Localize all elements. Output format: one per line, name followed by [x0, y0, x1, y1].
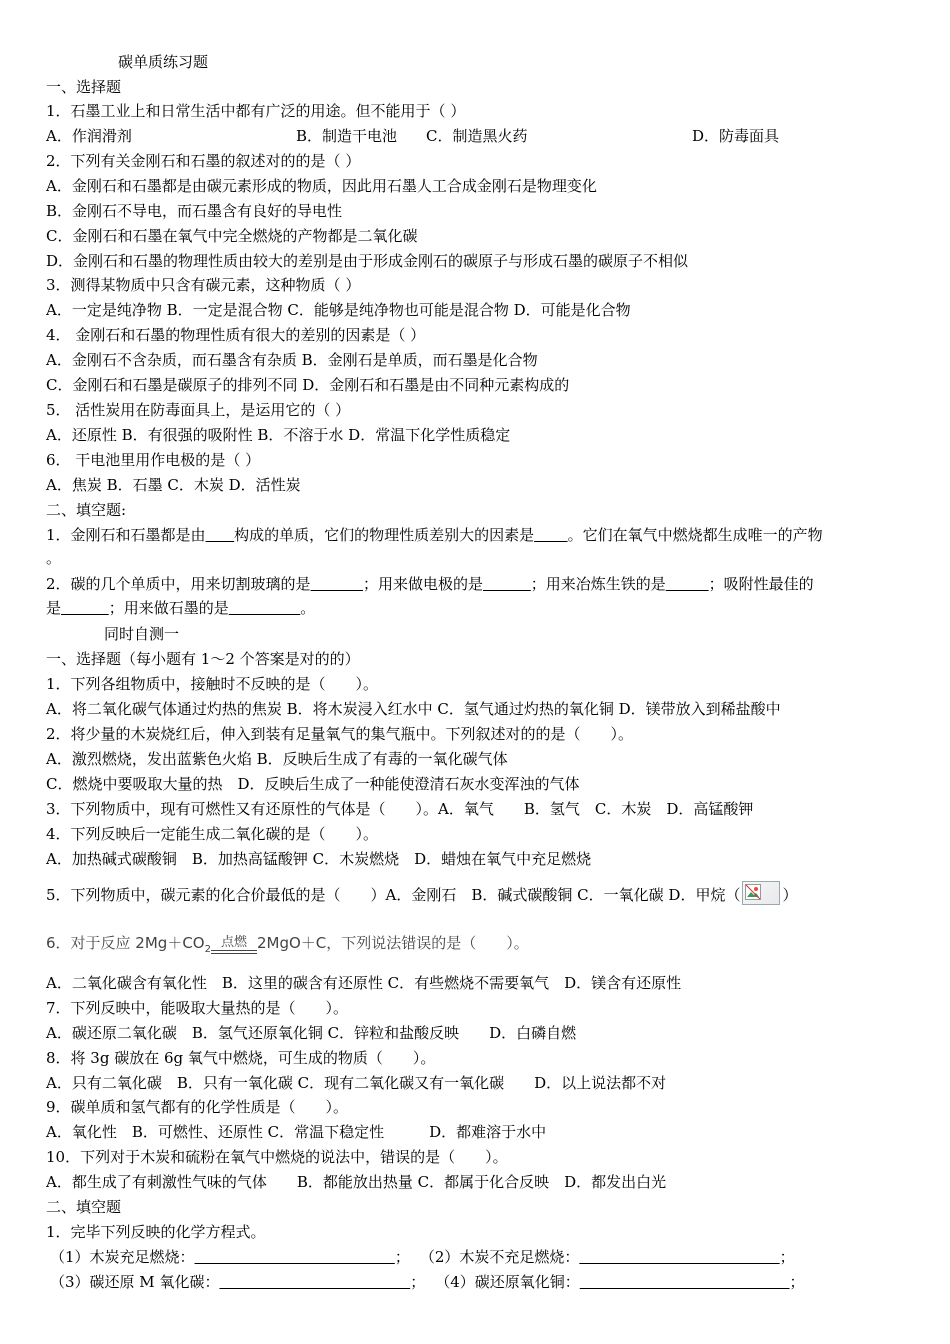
- test-section-heading-fill: 二、填空题: [46, 1198, 122, 1216]
- fill-1-text-b: 构成的单质，它们的物理性质差别大的因素是: [234, 526, 535, 544]
- section-heading-choice: 一、选择题: [46, 78, 122, 96]
- test-question-2-options-cd: C．燃烧中要吸取大量的热 D．反映后生成了一种能使澄清石灰水变浑浊的气体: [46, 775, 580, 793]
- test-question-6-text-pre: 6．对于反应 2Mg＋CO: [46, 934, 205, 952]
- fill-2-text-d: ；吸附性最佳的: [708, 575, 814, 593]
- fill-1-end: [46, 548, 910, 568]
- fill-2-blank-4[interactable]: [61, 599, 109, 617]
- equation-1-blank[interactable]: [195, 1248, 395, 1266]
- question-2-option-a: A．金刚石和石墨都是由碳元素形成的物质，因此用石墨人工合成金刚石是物理变化: [46, 177, 597, 195]
- equals-sign: [211, 950, 257, 954]
- fill-2-blank-3[interactable]: [666, 575, 709, 593]
- fill-2-text-e: 是: [46, 599, 62, 617]
- test-question-10: 10．下列对于木炭和硫粉在氧气中燃烧的说法中，错误的是（ ）。: [46, 1148, 508, 1166]
- co2-subscript: 2: [204, 944, 211, 955]
- semicolon: ；: [410, 1273, 426, 1291]
- fill-2-cont: [46, 598, 910, 618]
- test-question-1: 1．下列各组物质中，接触时不反映的是（ ）。: [46, 675, 379, 693]
- option-b: B．制造干电池: [296, 127, 398, 145]
- question-1: 1．石墨工业上和日常生活中都有广泛的用途。但不能用于（ ）: [46, 102, 466, 120]
- fill-2-text-c: ；用来冶炼生铁的是: [530, 575, 666, 593]
- test-question-7: 7．下列反映中，能吸取大量热的是（ ）。: [46, 999, 349, 1017]
- question-5: 5． 活性炭用在防毒面具上，是运用它的（ ）: [46, 401, 351, 419]
- test-question-5-text: 5．下列物质中，碳元素的化合价最低的是（ ）A．金刚石 B．碱式碳酸铜 C．一氧化碳 D．甲烷（: [46, 886, 741, 904]
- fill-2-blank-2[interactable]: [483, 575, 531, 593]
- test-question-2-options-ab: A．激烈燃烧，发出蓝紫色火焰 B．反映后生成了有毒的一氧化碳气体: [46, 750, 508, 768]
- question-2-option-d: D．金刚石和石墨的物理性质由较大的差别是由于形成金刚石的碳原子与形成石墨的碳原子不相似: [46, 252, 689, 270]
- question-2: 2．下列有关金刚石和石墨的叙述对的的是（ ）: [46, 152, 361, 170]
- fill-1-blank-2[interactable]: [534, 526, 567, 544]
- question-4: 4． 金刚石和石墨的物理性质有很大的差别的因素是（ ）: [46, 326, 426, 344]
- test-question-9: 9．碳单质和氢气都有的化学性质是（ ）。: [46, 1098, 349, 1116]
- fill-2-text-f: ；用来做石墨的是: [108, 599, 229, 617]
- test-question-6-options: A．二氧化碳含有氧化性 B．这里的碳含有还原性 C．有些燃烧不需要氧气 D．镁含有还原性: [46, 974, 682, 992]
- fill-1-text-c: 。它们在氧气中燃烧都生成唯一的产物: [567, 526, 823, 544]
- test-question-1-options: A．将二氧化碳气体通过灼热的焦炭 B．将木炭浸入红水中 C．氢气通过灼热的氧化铜 D．镁带放入到稀盐酸中: [46, 700, 781, 718]
- test-section-heading-choice: 一、选择题（每小题有 1～2 个答案是对的的）: [46, 650, 360, 668]
- equation-3-label: （3）碳还原 M 氧化碳：: [50, 1273, 220, 1291]
- test-question-8: 8．将 3g 碳放在 6g 氧气中燃烧，可生成的物质（ ）。: [46, 1049, 436, 1067]
- fill-1: [46, 525, 910, 545]
- test-question-7-options: A．碳还原二氧化碳 B．氢气还原氧化铜 C．锌粒和盐酸反映 D．白磷自燃: [46, 1024, 577, 1042]
- test-question-9-options: A．氧化性 B．可燃性、还原性 C．常温下稳定性 D．都难溶于水中: [46, 1123, 547, 1141]
- test-question-2: 2．将少量的木炭烧红后，伸入到装有足量氧气的集气瓶中。下列叙述对的的是（ ）。: [46, 725, 634, 743]
- fill-1-text-a: 1．金刚石和石墨都是由: [46, 526, 206, 544]
- question-3: 3．测得某物质中只含有碳元素，这种物质（ ）: [46, 276, 361, 294]
- test-fill-1-row-1: [50, 1247, 914, 1267]
- test-question-5: [46, 881, 910, 904]
- test-fill-1: 1．完毕下列反映的化学方程式。: [46, 1223, 266, 1241]
- fill-2-blank-5[interactable]: [229, 599, 301, 617]
- test-question-3: 3．下列物质中，现有可燃性又有还原性的气体是（ ）。A．氧气 B．氢气 C．木炭 D．高锰酸钾: [46, 800, 754, 818]
- question-3-options: A．一定是纯净物 B．一定是混合物 C．能够是纯净物也可能是混合物 D．可能是化合物: [46, 301, 631, 319]
- section-heading-fill: 二、填空题:: [46, 501, 127, 519]
- question-5-options: A．还原性 B．有很强的吸附性 B．不溶于水 D．常温下化学性质稳定: [46, 426, 511, 444]
- test-question-5-close: ）: [782, 886, 798, 904]
- equation-2-label: （2）木炭不充足燃烧：: [419, 1248, 580, 1266]
- test-question-6-text-post: 2MgO＋C，下列说法错误的是（ ）。: [256, 934, 529, 952]
- fill-2-blank-1[interactable]: [311, 575, 363, 593]
- reaction-condition: [211, 936, 257, 954]
- test-question-4: 4．下列反映后一定能生成二氧化碳的是（ ）。: [46, 825, 379, 843]
- question-4-options-cd: C．金刚石和石墨是碳原子的排列不同 D．金刚石和石墨是由不同种元素构成的: [46, 376, 570, 394]
- semicolon: ；: [779, 1248, 795, 1266]
- fill-1-text-d: 。: [46, 549, 62, 567]
- test-fill-1-row-2: [50, 1272, 914, 1292]
- reaction-condition-label: 点燃: [220, 935, 247, 950]
- semicolon: ；: [789, 1273, 805, 1291]
- semicolon: ；: [394, 1248, 410, 1266]
- test-question-4-options: A．加热碱式碳酸铜 B．加热高锰酸钾 C．木炭燃烧 D．蜡烛在氧气中充足燃烧: [46, 850, 592, 868]
- question-1-options: [46, 126, 910, 146]
- test-title: 同时自测一: [104, 625, 180, 643]
- equation-1-label: （1）木炭充足燃烧：: [50, 1248, 195, 1266]
- question-2-option-c: C．金刚石和石墨在氧气中完全燃烧的产物都是二氧化碳: [46, 227, 418, 245]
- question-6-options: A．焦炭 B．石墨 C．木炭 D．活性炭: [46, 476, 301, 494]
- question-4-options-ab: A．金刚石不含杂质，而石墨含有杂质 B．金刚石是单质，而石墨是化合物: [46, 351, 538, 369]
- option-c: C．制造黑火药: [426, 127, 528, 145]
- option-d: D．防毒面具: [692, 127, 780, 145]
- fill-2: [46, 574, 910, 594]
- fill-2-text-b: ；用来做电极的是: [363, 575, 484, 593]
- option-a: A．作润滑剂: [46, 127, 132, 145]
- fill-1-blank-1[interactable]: [206, 526, 235, 544]
- test-question-8-options: A．只有二氧化碳 B．只有一氧化碳 C．现有二氧化碳又有一氧化碳 D．以上说法都不对: [46, 1074, 667, 1092]
- equation-3-blank[interactable]: [219, 1273, 410, 1291]
- doc-title: 碳单质练习题: [118, 53, 209, 71]
- broken-image-icon: [742, 881, 780, 905]
- fill-2-text-a: 2．碳的几个单质中，用来切割玻璃的是: [46, 575, 311, 593]
- fill-2-text-g: 。: [300, 599, 316, 617]
- question-6: 6． 干电池里用作电极的是（ ）: [46, 451, 261, 469]
- equation-2-blank[interactable]: [579, 1248, 779, 1266]
- equation-4-label: （4）碳还原氧化铜：: [435, 1273, 580, 1291]
- equation-4-blank[interactable]: [580, 1273, 790, 1291]
- test-question-6: [46, 929, 910, 957]
- question-2-option-b: B．金刚石不导电，而石墨含有良好的导电性: [46, 202, 343, 220]
- test-question-10-options: A．都生成了有刺激性气味的气体 B．都能放出热量 C．都属于化合反映 D．都发出白光: [46, 1173, 667, 1191]
